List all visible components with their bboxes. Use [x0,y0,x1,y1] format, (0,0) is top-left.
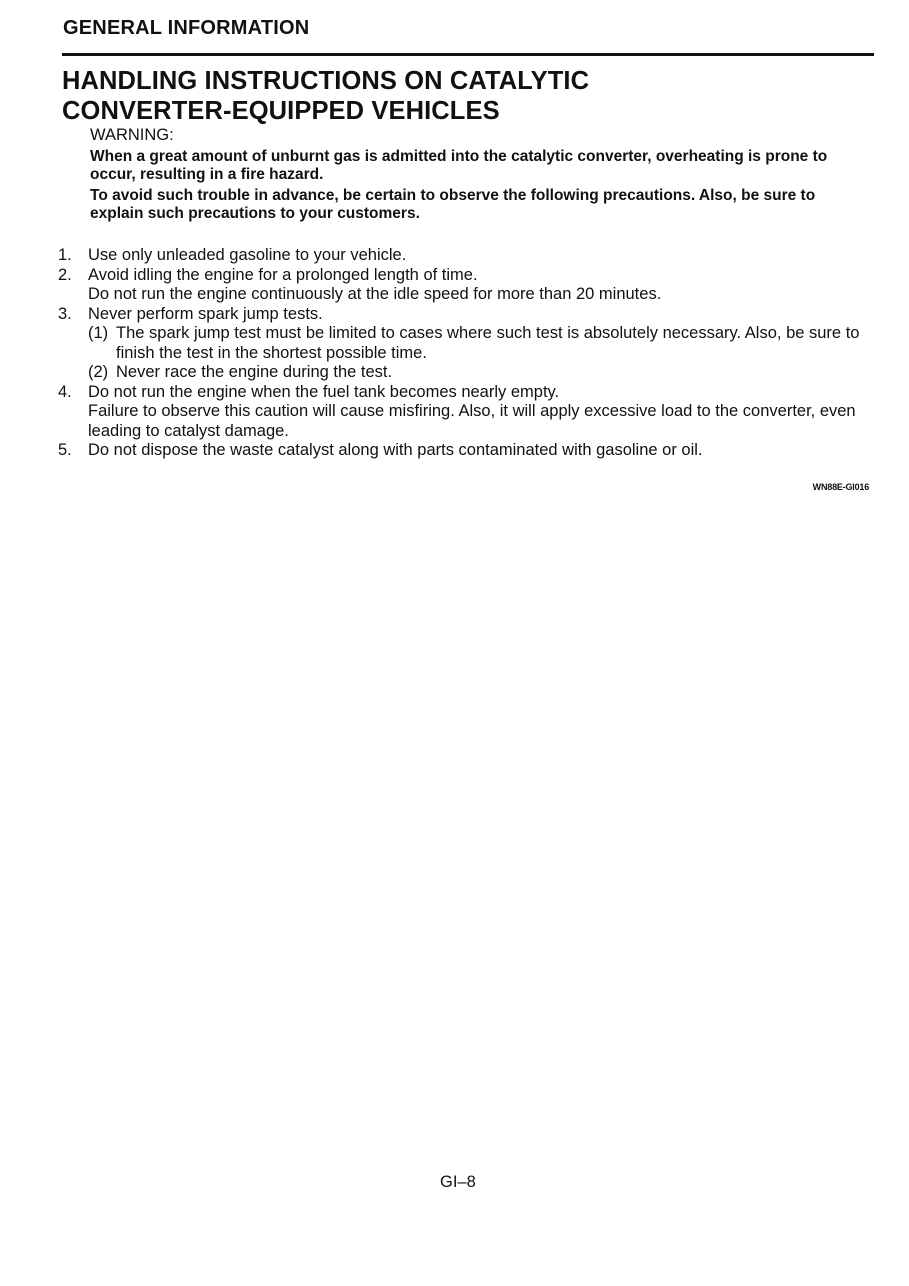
warning-paragraph: When a great amount of unburnt gas is admitted into the catalytic converter, overheating is prone to occur, resulting in a fire hazard. [90,148,828,183]
list-item-number: 4. [58,382,72,401]
list-item-number: 1. [58,246,72,264]
list-item [58,305,873,383]
list-item [58,266,873,305]
list-item-number: 3. [58,304,72,323]
warning-label: WARNING: [90,126,174,144]
list-item-text: Avoid idling the engine for a prolonged length of time. [88,265,478,284]
list-item [58,246,873,266]
title-line-2: CONVERTER-EQUIPPED VEHICLES [62,97,500,125]
list-item [58,383,873,442]
sub-list-item [88,363,873,383]
list-item-text: Do not dispose the waste catalyst along with parts contaminated with gasoline or oil. [88,441,703,459]
reference-code: WN88E-GI016 [812,482,869,492]
list-item [58,441,873,461]
list-item-text: Do not run the engine continuously at the idle speed for more than 20 minutes. [88,285,662,303]
sub-list-item [88,324,873,363]
warning-paragraph: To avoid such trouble in advance, be certain to observe the following precautions. Also, be sure to explain such precautions to your customers. [90,187,816,222]
sub-item-text: The spark jump test must be limited to cases where such test is absolutely necessary. Also, be sure to finish the test in the shortest possible time. [116,324,860,362]
page-number: GI–8 [440,1173,476,1191]
page-title [62,66,589,126]
precautions-list [58,246,873,461]
list-item-number: 5. [58,441,72,459]
sub-item-number: (1) [88,324,109,342]
sub-item-text: Never race the engine during the test. [116,363,393,381]
sub-list [88,324,873,383]
warning-block [90,125,872,226]
list-item-text: Use only unleaded gasoline to your vehicle. [88,246,407,264]
list-item-text: Never perform spark jump tests. [88,304,323,323]
header-rule [62,53,874,56]
title-line-1: HANDLING INSTRUCTIONS ON CATALYTIC [62,67,590,95]
list-item-text: Failure to observe this caution will cause misfiring. Also, it will apply excessive load to the converter, even leading to catalyst damage. [88,402,856,440]
list-item-text: Do not run the engine when the fuel tank becomes nearly empty. [88,382,560,401]
sub-item-number: (2) [88,363,109,381]
section-header: GENERAL INFORMATION [63,17,310,39]
list-item-number: 2. [58,265,72,284]
